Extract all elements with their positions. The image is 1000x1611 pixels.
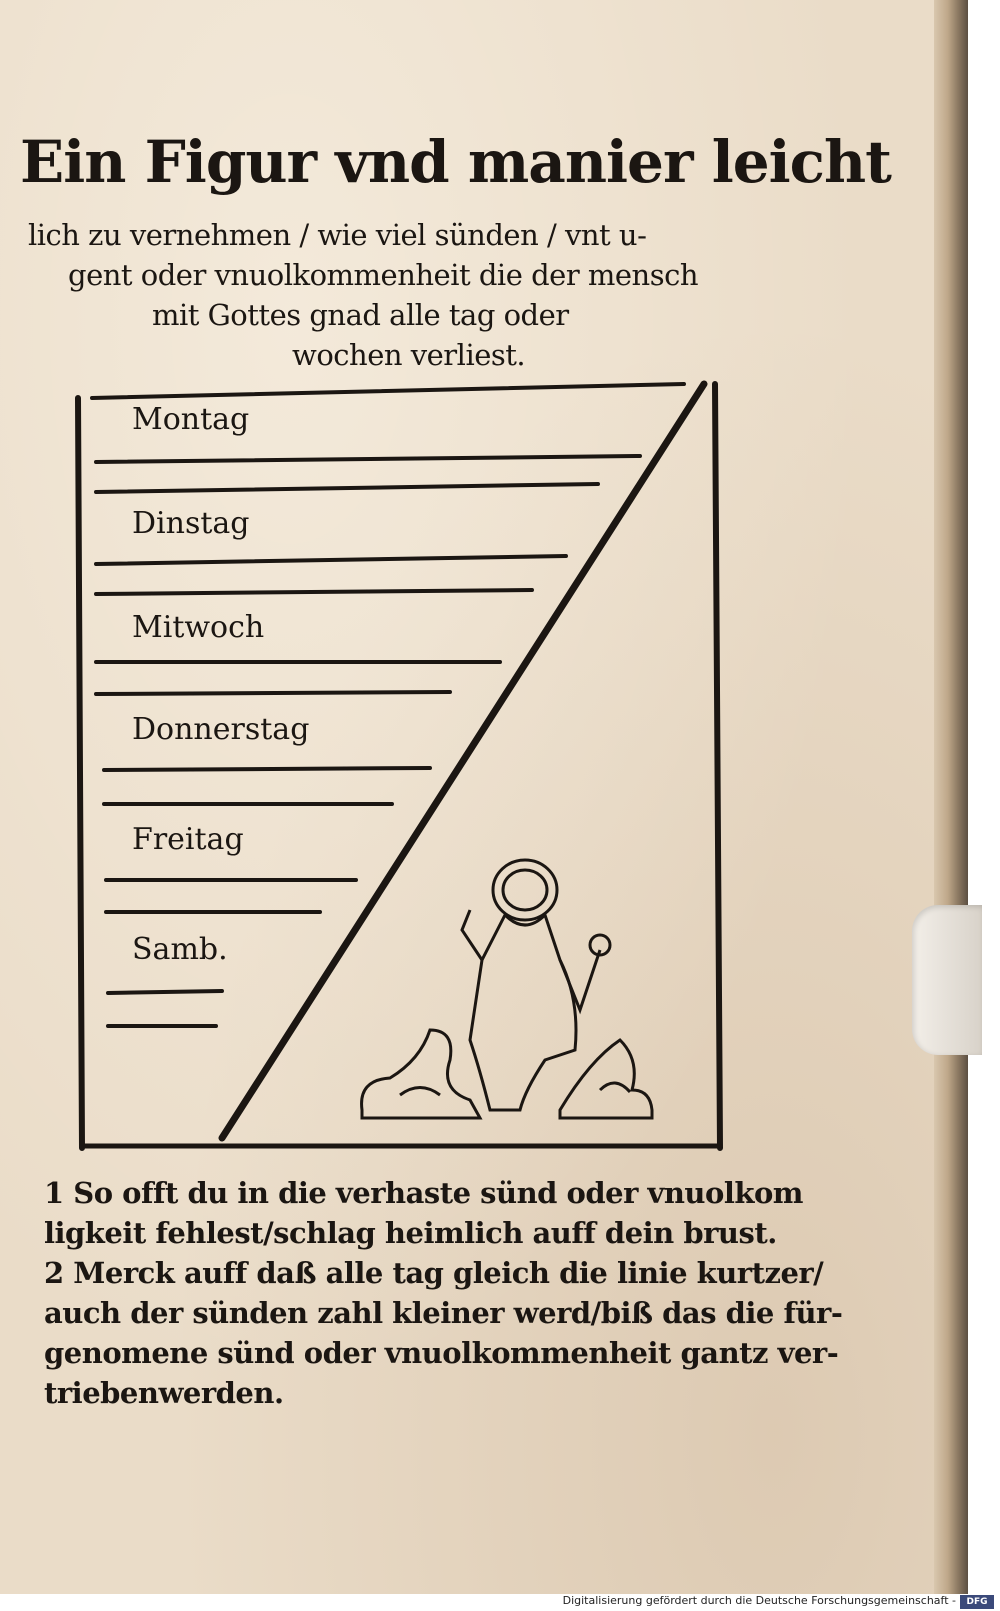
note-line-1: 1 So offt du in die verhaste sünd oder vnuolkom bbox=[44, 1176, 803, 1210]
day-label-thursday: Donnerstag bbox=[132, 712, 310, 747]
day-label-wednesday: Mitwoch bbox=[132, 610, 265, 645]
subtitle-line-2: gent oder vnuolkommenheit die der mensch bbox=[68, 258, 699, 292]
subtitle-line-3: mit Gottes gnad alle tag oder bbox=[152, 298, 569, 332]
footer-bar bbox=[0, 1594, 1000, 1611]
day-label-friday: Freitag bbox=[132, 822, 244, 857]
subtitle-line-1: lich zu vernehmen / wie viel sünden / vnt u- bbox=[28, 218, 647, 252]
note-line-4: auch der sünden zahl kleiner werd/biß das die für- bbox=[44, 1296, 843, 1330]
subtitle-line-4: wochen verliest. bbox=[292, 338, 526, 372]
page-title: Ein Figur vnd manier leicht bbox=[20, 128, 891, 196]
day-label-saturday: Samb. bbox=[132, 932, 228, 967]
dfg-logo: DFG bbox=[960, 1595, 994, 1609]
note-line-2: ligkeit fehlest/schlag heimlich auff dein brust. bbox=[44, 1216, 777, 1250]
day-label-monday: Montag bbox=[132, 402, 250, 437]
day-label-tuesday: Dinstag bbox=[132, 506, 250, 541]
note-line-3: 2 Merck auff daß alle tag gleich die linie kurtzer/ bbox=[44, 1256, 824, 1290]
note-line-6: triebenwerden. bbox=[44, 1376, 284, 1410]
seated-figure-woodcut bbox=[362, 860, 652, 1118]
footer-credit: Digitalisierung gefördert durch die Deutsche Forschungsgemeinschaft - bbox=[562, 1594, 956, 1607]
note-line-5: genomene sünd oder vnuolkommenheit gantz ver- bbox=[44, 1336, 839, 1370]
